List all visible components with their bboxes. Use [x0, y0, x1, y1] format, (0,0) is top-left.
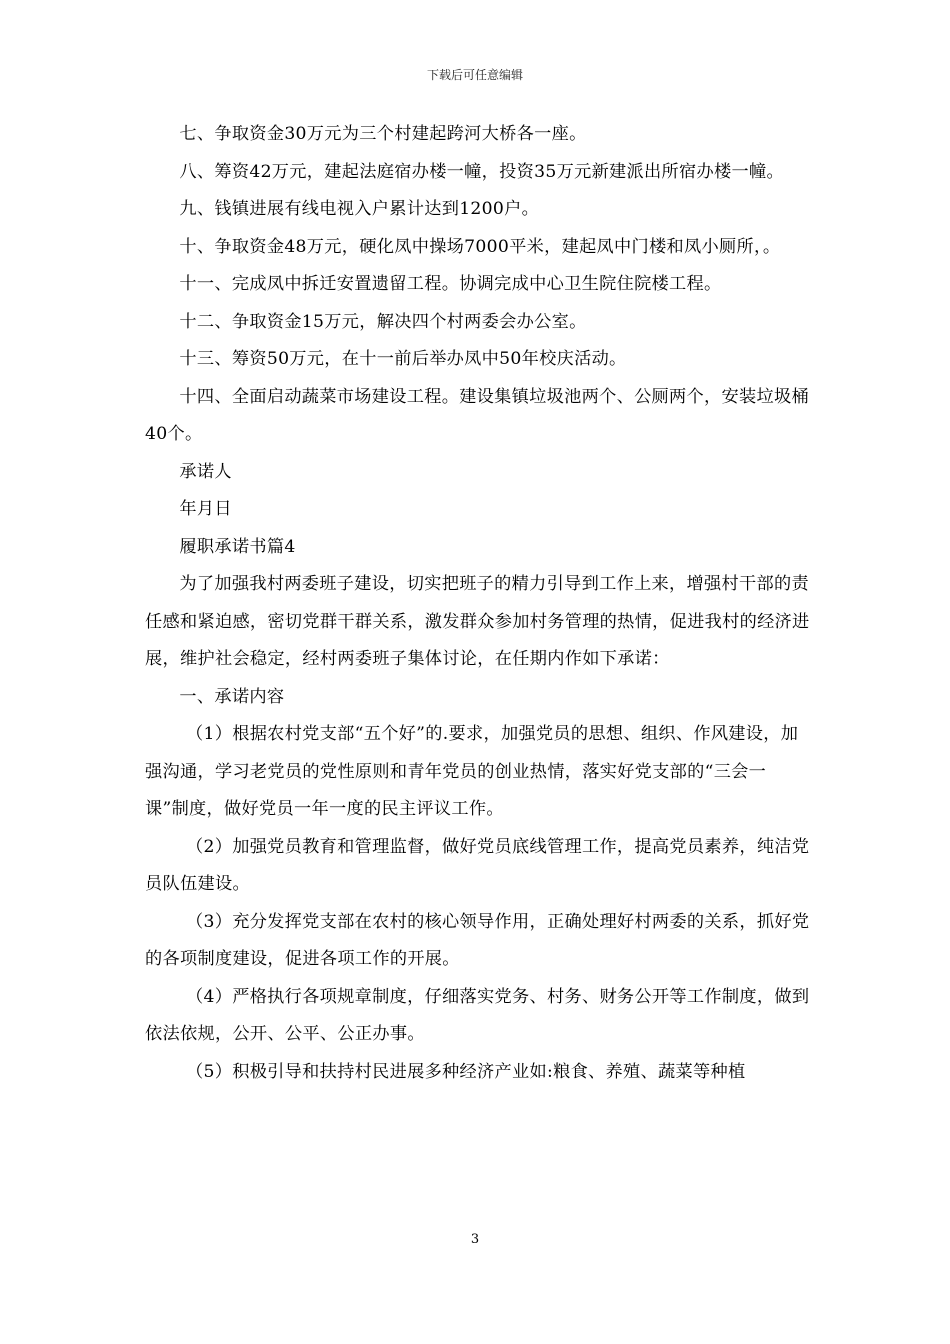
paragraph: 十二、争取资金15万元，解决四个村两委会办公室。 [179, 311, 587, 332]
paragraph: 八、筹资42万元，建起法庭宿办楼一幢，投资35万元新建派出所宿办楼一幢。 [179, 161, 784, 182]
list-item: （2）加强党员教育和管理监督，做好党员底线管理工作，提高党员素养，纯洁党员队伍建设。 [145, 836, 810, 894]
document-body [145, 116, 810, 1091]
date-label: 年月日 [179, 499, 232, 519]
paragraph: 十、争取资金48万元，硬化凤中操场7000平米，建起凤中门楼和凤小厕所，。 [179, 236, 781, 257]
list-item: （4）严格执行各项规章制度，仔细落实党务、村务、财务公开等工作制度，做到依法依规，公开、公平、公正办事。 [145, 986, 810, 1044]
page-number: 3 [470, 1232, 480, 1247]
list-item: （5）积极引导和扶持村民进展多种经济产业如:粮食、养殖、蔬菜等种植 [186, 1061, 746, 1082]
list-item: （1）根据农村党支部“五个好”的.要求，加强党员的思想、组织、作风建设，加强沟通，学习老党员的党性原则和青年党员的创业热情，落实好党支部的“三会一课”制度，做好党员一年一度的民主评议工作。 [145, 724, 799, 819]
paragraph: 九、钱镇进展有线电视入户累计达到1200户。 [179, 199, 540, 219]
paragraph: 七、争取资金30万元为三个村建起跨河大桥各一座。 [179, 124, 587, 144]
paragraph: 十一、完成凤中拆迁安置遗留工程。协调完成中心卫生院住院楼工程。 [179, 274, 722, 294]
list-item: （3）充分发挥党支部在农村的核心领导作用，正确处理好村两委的关系，抓好党的各项制度建设，促进各项工作的开展。 [145, 911, 810, 969]
paragraph: 十四、全面启动蔬菜市场建设工程。建设集镇垃圾池两个、公厕两个，安装垃圾桶40个。 [145, 386, 809, 444]
section-heading: 一、承诺内容 [179, 686, 285, 707]
section-title: 履职承诺书篇4 [179, 536, 296, 557]
paragraph: 为了加强我村两委班子建设，切实把班子的精力引导到工作上来，增强村干部的责任感和紧迫感，密切党群干群关系，激发群众参加村务管理的热情，促进我村的经济进展，维护社会稳定，经村两委班子集体讨论，在任期内作如下承诺： [145, 574, 810, 669]
page-header: 下载后可任意编辑 [426, 68, 523, 82]
signature-label: 承诺人 [179, 461, 232, 482]
paragraph: 十三、筹资50万元，在十一前后举办凤中50年校庆活动。 [179, 349, 627, 369]
